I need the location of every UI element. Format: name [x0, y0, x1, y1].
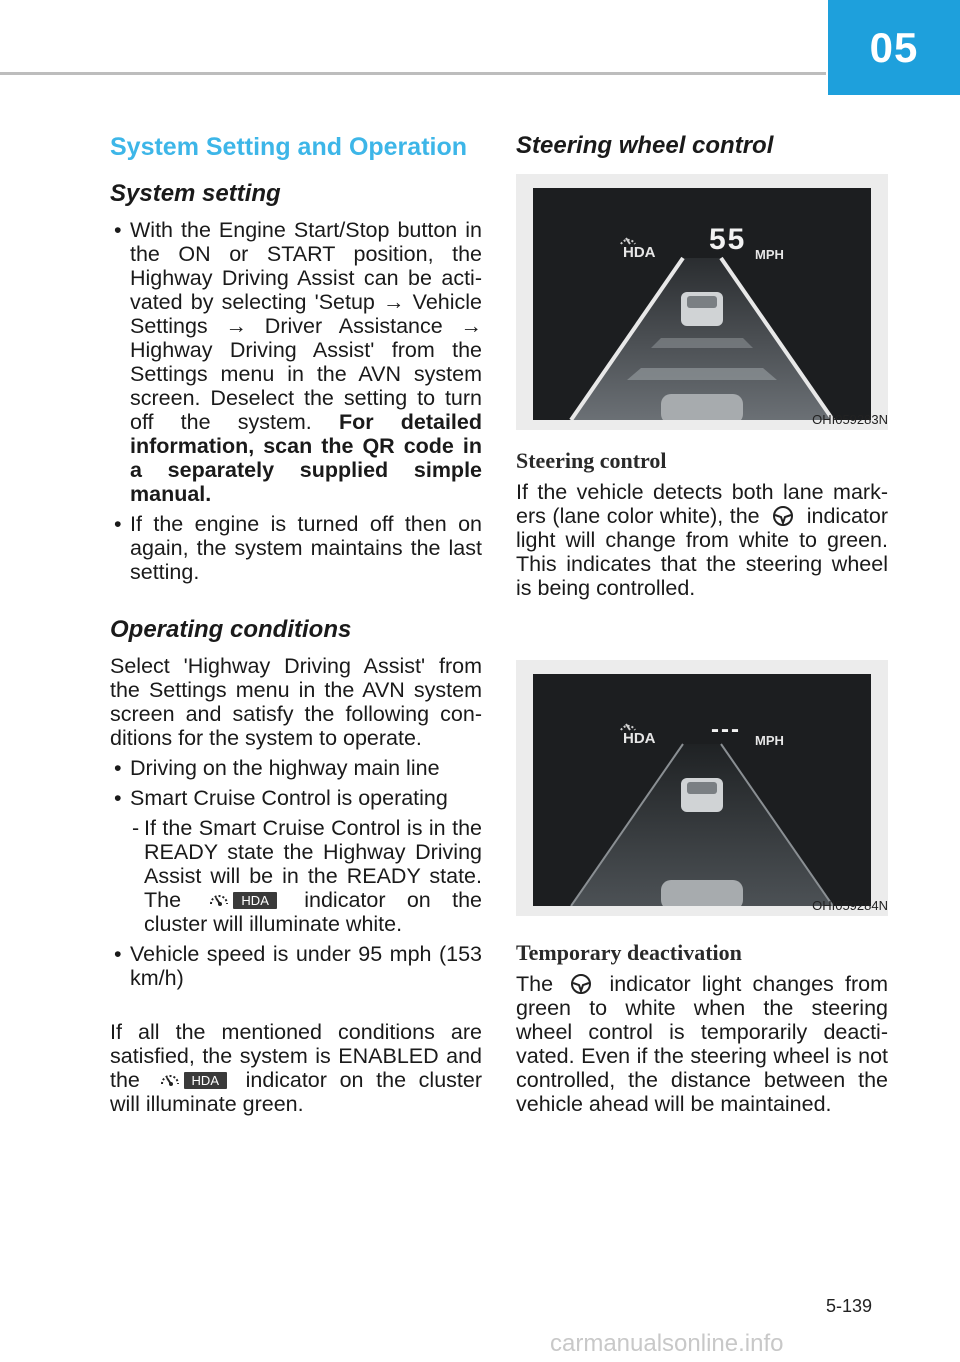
system-setting-bullet-2: • If the engine is turned off then on again, the system maintains the last setting. — [110, 512, 482, 584]
cluster-screen — [533, 188, 871, 420]
closing-text-after: indicator on the cluster will illuminate green. — [110, 1068, 482, 1116]
closing-paragraph — [110, 1020, 482, 1116]
hda-badge: HDA — [233, 892, 276, 909]
cluster-figure-1 — [516, 174, 888, 430]
temporary-text-before: The — [516, 972, 554, 996]
steering-control-text — [516, 480, 888, 600]
hda-badge: HDA — [184, 1072, 227, 1089]
cluster-screen — [533, 674, 871, 906]
operating-intro: Select 'Highway Driving Assist' from the Settings menu in the AVN system screen and satisfy the following conditions for the system to operate. — [110, 654, 482, 750]
cluster-speed: --- — [711, 716, 741, 743]
page-number: 5-139 — [826, 1296, 873, 1316]
hda-indicator — [159, 1070, 227, 1090]
steering-text-after: indicator light will change from white to green. This indicates that the steering wheel is being controlled. — [516, 504, 888, 600]
dash-text-after: indicator on the cluster will illuminate white. — [144, 888, 482, 936]
cluster-speed-unit: MPH — [755, 247, 784, 262]
cluster-hda-label: HDA — [623, 730, 656, 747]
section-title: System Setting and Operation — [110, 133, 468, 161]
condition-bullet-1: • Driving on the highway main line — [110, 756, 482, 780]
cluster-display — [533, 674, 871, 906]
system-setting-bullet-1 — [110, 218, 482, 506]
steering-text-before: If the vehicle detects both lane markers (lane color white), the — [516, 480, 888, 528]
condition-bullet-3: • Vehicle speed is under 95 mph (153 km/h) — [110, 942, 482, 990]
cluster-hda-label: HDA — [623, 244, 656, 261]
figure-code: OHI059284N — [812, 898, 888, 913]
bullet-bold-text: For detailed information, scan the QR code in a separately supplied simple manual. — [130, 410, 482, 506]
cluster-figure-2 — [516, 660, 888, 916]
steering-wheel-control-heading: Steering wheel control — [516, 132, 774, 159]
hda-indicator — [208, 890, 276, 910]
right-column — [516, 132, 888, 1116]
temporary-deactivation-heading: Temporary deactivation — [516, 940, 742, 965]
steering-wheel-icon — [570, 973, 592, 995]
temporary-deactivation-text — [516, 972, 888, 1116]
bullet-text: With the Engine Start/Stop button in the ON or START position, the Highway Driving Assist can be activated by selecting 'Setup → Vehicle Settings → Driver Assistance → Highway Driving Assist' from the Settings menu in the AVN system screen. Deselect the setting to turn off the system. — [130, 218, 482, 434]
condition-bullet-2: • Smart Cruise Control is operating — [110, 786, 482, 810]
operating-conditions-heading: Operating conditions — [110, 616, 352, 643]
figure-code: OHI059283N — [812, 412, 888, 427]
steering-hand-icon — [159, 1070, 181, 1090]
dash-text-before: If the Smart Cruise Control is in the READY state the Highway Driving Assist will be in the READY state. The — [144, 816, 482, 912]
header-rule — [0, 72, 826, 75]
system-setting-heading: System setting — [110, 180, 281, 207]
cluster-speed: 55 — [709, 223, 747, 256]
chapter-tab: 05 — [828, 0, 960, 95]
cluster-display — [533, 188, 871, 420]
temporary-text-after: indicator light changes from green to white when the steering wheel control is temporarily deactivated. Even if the steering wheel is not controlled, the distance between the vehicle ahead will be maintained. — [516, 972, 888, 1116]
footer-watermark: carmanualsonline.info — [550, 1330, 784, 1357]
condition-dash-1 — [110, 816, 482, 936]
steering-control-heading: Steering control — [516, 448, 667, 473]
steering-wheel-icon — [772, 505, 794, 527]
steering-hand-icon — [208, 890, 230, 910]
closing-text-before: If all the mentioned conditions are satisfied, the system is ENABLED and the — [110, 1020, 482, 1092]
left-column — [110, 132, 482, 1116]
cluster-speed-unit: MPH — [755, 733, 784, 748]
